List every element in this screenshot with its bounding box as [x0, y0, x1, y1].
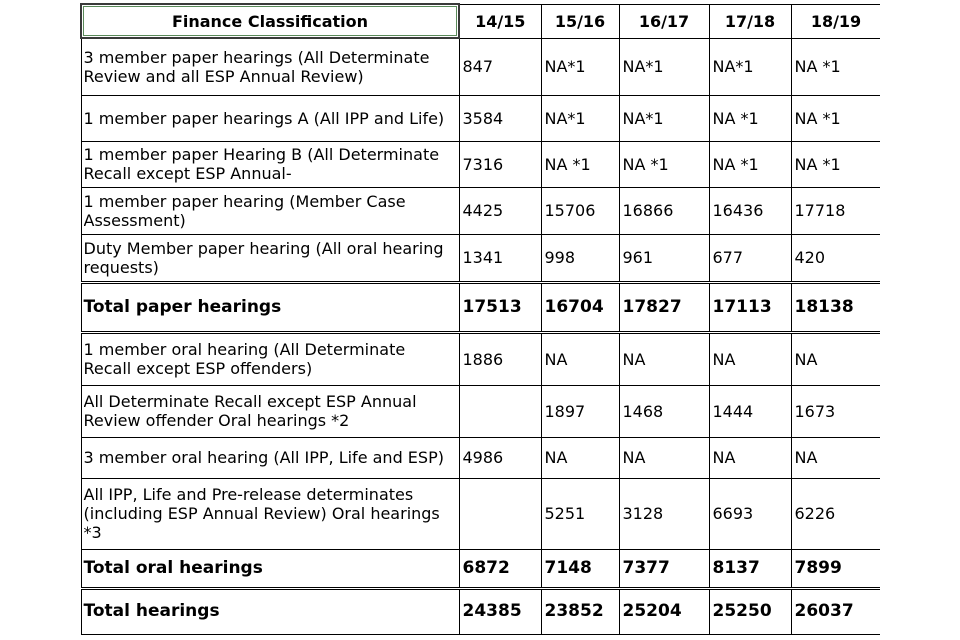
table-row [81, 187, 880, 234]
cell-value: 6872 [459, 549, 541, 588]
cell-value: 4986 [459, 437, 541, 478]
row-label: 3 member oral hearing (All IPP, Life and ESP) [81, 437, 459, 478]
cell-value: NA *1 [541, 141, 619, 187]
cell-value: 1468 [619, 385, 709, 437]
cell-value: NA*1 [619, 95, 709, 141]
cell-value: NA*1 [709, 38, 791, 95]
cell-value: 4425 [459, 187, 541, 234]
cell-value: NA *1 [791, 141, 880, 187]
cell-value: NA [791, 437, 880, 478]
cell-value: 8137 [709, 549, 791, 588]
cell-value: 7316 [459, 141, 541, 187]
cell-value: NA *1 [791, 95, 880, 141]
cell-value: NA [709, 437, 791, 478]
cell-value: 17827 [619, 282, 709, 332]
cell-value: 3128 [619, 478, 709, 549]
cell-value: 998 [541, 234, 619, 282]
cell-value: 847 [459, 38, 541, 95]
cell-value: 17718 [791, 187, 880, 234]
row-label: All Determinate Recall except ESP Annual Review offender Oral hearings *2 [81, 385, 459, 437]
cell-value: 23852 [541, 588, 619, 634]
row-label: All IPP, Life and Pre-release determinates (including ESP Annual Review) Oral hearings *3 [81, 478, 459, 549]
table-row [81, 141, 880, 187]
cell-value: NA*1 [541, 38, 619, 95]
table-row [81, 332, 880, 385]
cell-value: NA [791, 332, 880, 385]
cell-value [459, 385, 541, 437]
cell-value: 5251 [541, 478, 619, 549]
cell-value: NA*1 [541, 95, 619, 141]
cell-value: NA *1 [709, 95, 791, 141]
finance-table-container [80, 3, 880, 640]
header-year-1819: 18/19 [791, 4, 880, 38]
cell-value: NA [541, 332, 619, 385]
cell-value: 1897 [541, 385, 619, 437]
table-row [81, 478, 880, 549]
row-label: Duty Member paper hearing (All oral hearing requests) [81, 234, 459, 282]
cell-value: NA [619, 437, 709, 478]
cell-value: 26037 [791, 588, 880, 634]
cell-value: 7148 [541, 549, 619, 588]
cell-value: 24385 [459, 588, 541, 634]
cell-value: 6693 [709, 478, 791, 549]
table-row [81, 234, 880, 282]
cell-value: 25250 [709, 588, 791, 634]
table-row [81, 437, 880, 478]
cell-value: 677 [709, 234, 791, 282]
cell-value: NA [709, 332, 791, 385]
cell-value: NA *1 [619, 141, 709, 187]
total-oral-hearings-row [81, 549, 880, 588]
cell-value: NA*1 [619, 38, 709, 95]
cell-value [459, 478, 541, 549]
cell-value: 961 [619, 234, 709, 282]
cell-value: 6226 [791, 478, 880, 549]
header-year-1718: 17/18 [709, 4, 791, 38]
row-label: 3 member paper hearings (All Determinate Review and all ESP Annual Review) [81, 38, 459, 95]
row-label: 1 member oral hearing (All Determinate Recall except ESP offenders) [81, 332, 459, 385]
row-label: 1 member paper hearing (Member Case Assessment) [81, 187, 459, 234]
row-label: Total hearings [81, 588, 459, 634]
row-label: 1 member paper hearings A (All IPP and Life) [81, 95, 459, 141]
cell-value: 1341 [459, 234, 541, 282]
total-paper-hearings-row [81, 282, 880, 332]
cell-value: 15706 [541, 187, 619, 234]
cell-value: 7377 [619, 549, 709, 588]
cell-value: 17113 [709, 282, 791, 332]
cell-value: 16704 [541, 282, 619, 332]
total-hearings-row [81, 588, 880, 634]
cell-value: 16436 [709, 187, 791, 234]
cell-value: 17513 [459, 282, 541, 332]
header-year-1617: 16/17 [619, 4, 709, 38]
cell-value: 7899 [791, 549, 880, 588]
cell-value: 1673 [791, 385, 880, 437]
cell-value: 1886 [459, 332, 541, 385]
table-row [81, 385, 880, 437]
table-row [81, 95, 880, 141]
cell-value: 18138 [791, 282, 880, 332]
row-label: 1 member paper Hearing B (All Determinate Recall except ESP Annual- [81, 141, 459, 187]
cell-value: 3584 [459, 95, 541, 141]
header-year-1516: 15/16 [541, 4, 619, 38]
cell-value: 420 [791, 234, 880, 282]
header-year-1415: 14/15 [459, 4, 541, 38]
header-row [81, 4, 880, 38]
cell-value: NA [619, 332, 709, 385]
cell-value: NA *1 [709, 141, 791, 187]
cell-value: 25204 [619, 588, 709, 634]
row-label: Total paper hearings [81, 282, 459, 332]
cell-value: 1444 [709, 385, 791, 437]
cell-value: NA [541, 437, 619, 478]
cell-value: 16866 [619, 187, 709, 234]
finance-classification-table [80, 3, 880, 635]
row-label: Total oral hearings [81, 549, 459, 588]
header-finance-classification: Finance Classification [81, 4, 459, 38]
cell-value: NA *1 [791, 38, 880, 95]
table-row [81, 38, 880, 95]
